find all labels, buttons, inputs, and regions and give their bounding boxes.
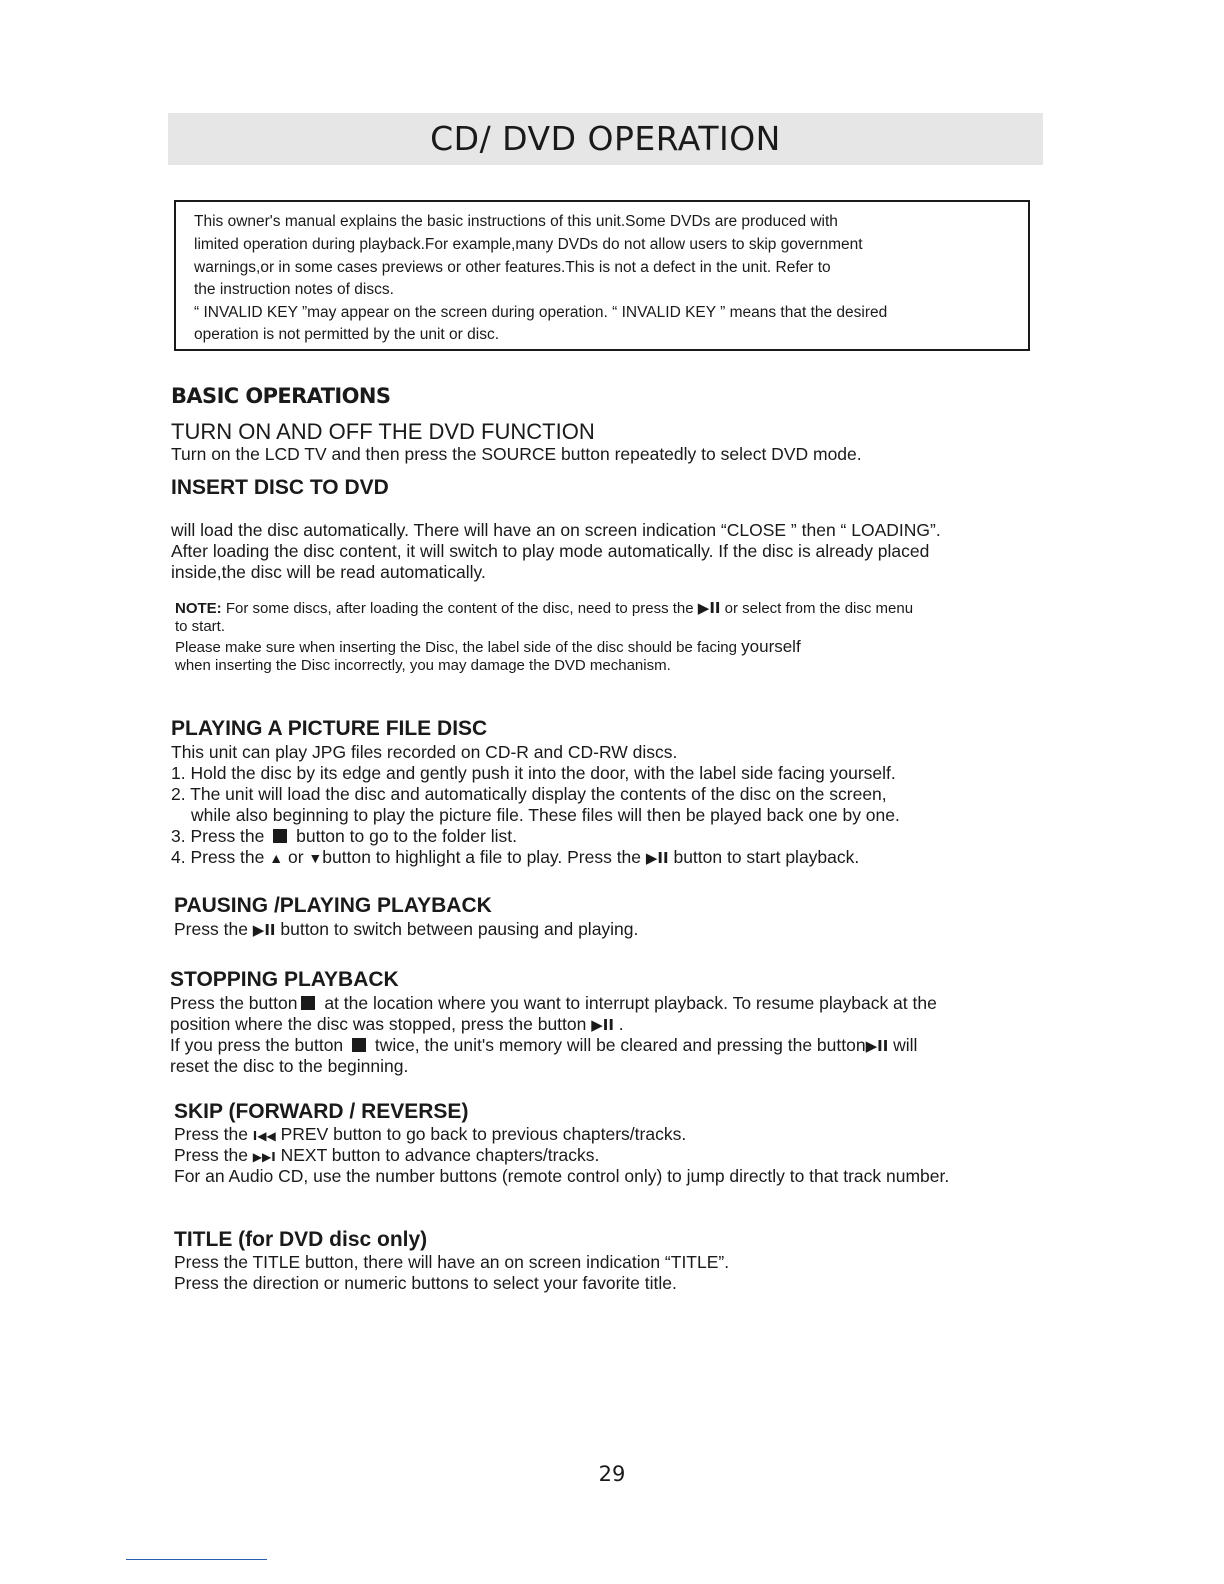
insert-disc-heading: INSERT DISC TO DVD	[171, 476, 389, 499]
pausing-text	[174, 919, 638, 941]
title-heading: TITLE (for DVD disc only)	[174, 1228, 428, 1251]
skip-text: PREV button to go back to previous chapters/tracks.	[275, 1124, 687, 1144]
picture-step-2-cont: while also beginning to play the picture file. These files will then be played back one by one.	[191, 805, 900, 825]
picture-step-1: 1. Hold the disc by its edge and gently push it into the door, with the label side facing yourself.	[171, 763, 896, 783]
stopping-text: position where the disc was stopped, press the button	[170, 1014, 592, 1034]
picture-step-4	[171, 847, 859, 869]
play-pause-icon: ▶II	[865, 1037, 889, 1055]
note-text: For some discs, after loading the content of the disc, need to press the	[221, 600, 698, 617]
turn-on-off-text: Turn on the LCD TV and then press the SOURCE button repeatedly to select DVD mode.	[171, 444, 862, 464]
note-line-3	[175, 637, 801, 658]
page-title: CD/ DVD OPERATION	[430, 119, 781, 158]
step-text: or	[283, 847, 309, 867]
skip-text: Press the	[174, 1124, 253, 1144]
pausing-heading: PAUSING /PLAYING PLAYBACK	[174, 894, 492, 917]
title-line-2: Press the direction or numeric buttons to select your favorite title.	[174, 1273, 677, 1293]
notice-line: limited operation during playback.For example,many DVDs do not allow users to skip government	[194, 236, 863, 253]
note-line-2: to start.	[175, 618, 226, 635]
skip-line-3: For an Audio CD, use the number buttons (remote control only) to jump directly to that track number.	[174, 1166, 950, 1186]
notice-box	[174, 200, 1030, 351]
play-pause-icon: ▶II	[697, 599, 721, 617]
skip-text: Press the	[174, 1145, 253, 1165]
note-text: Please make sure when inserting the Disc, the label side of the disc should be facing	[175, 639, 742, 656]
note-label: NOTE:	[175, 600, 222, 617]
skip-line-1	[174, 1124, 686, 1147]
play-pause-icon: ▶II	[252, 921, 276, 939]
step-text: 4. Press the	[171, 847, 270, 867]
stopping-text: at the location where you want to interrupt playback. To resume playback at the	[319, 993, 937, 1013]
play-pause-icon: ▶II	[645, 849, 669, 867]
title-line-1: Press the TITLE button, there will have an on screen indication “TITLE”.	[174, 1252, 730, 1272]
note-text-emphasis: yourself	[741, 637, 801, 656]
note-text: or select from the disc menu	[720, 600, 914, 617]
notice-line: “ INVALID KEY ”may appear on the screen during operation. “ INVALID KEY ” means that the desired	[194, 304, 888, 321]
stopping-line-1	[170, 993, 937, 1014]
picture-step-2: 2. The unit will load the disc and automatically display the contents of the disc on the screen,	[171, 784, 887, 804]
notice-line: the instruction notes of discs.	[194, 281, 394, 298]
pausing-text-part: button to switch between pausing and playing.	[275, 919, 639, 939]
stop-icon	[352, 1038, 366, 1052]
basic-operations-heading: BASIC OPERATIONS	[171, 384, 391, 408]
down-arrow-icon: ▼	[308, 850, 323, 866]
turn-on-off-heading: TURN ON AND OFF THE DVD FUNCTION	[171, 419, 595, 444]
notice-line: This owner's manual explains the basic instructions of this unit.Some DVDs are produced with	[194, 213, 838, 230]
stopping-line-3	[170, 1035, 917, 1057]
prev-icon: I◀◀	[252, 1129, 276, 1143]
insert-text-line: inside,the disc will be read automatically.	[171, 562, 486, 582]
stopping-text: Press the button	[170, 993, 298, 1013]
notice-line: warnings,or in some cases previews or other features.This is not a defect in the unit. Refer to	[194, 259, 831, 276]
skip-text: NEXT button to advance chapters/tracks.	[275, 1145, 600, 1165]
stopping-line-2	[170, 1014, 624, 1036]
notice-line: operation is not permitted by the unit or disc.	[194, 326, 499, 343]
skip-line-2	[174, 1145, 599, 1168]
note-line-4: when inserting the Disc incorrectly, you may damage the DVD mechanism.	[175, 657, 671, 674]
step-text: button to start playback.	[668, 847, 860, 867]
picture-intro: This unit can play JPG files recorded on CD-R and CD-RW discs.	[171, 742, 678, 762]
footer-rule	[126, 1559, 267, 1560]
up-arrow-icon: ▲	[269, 850, 284, 866]
step-text: button to highlight a file to play. Press the	[322, 847, 646, 867]
picture-disc-heading: PLAYING A PICTURE FILE DISC	[171, 717, 488, 740]
title-banner	[168, 113, 1043, 165]
page-number: 29	[598, 1462, 626, 1486]
step-text: 3. Press the	[171, 826, 270, 846]
insert-text-line: will load the disc automatically. There will have an on screen indication “CLOSE ” then “ LOADING”.	[171, 520, 941, 540]
play-pause-icon: ▶II	[591, 1016, 614, 1034]
note-line-1	[175, 598, 913, 619]
stopping-text: If you press the button	[170, 1035, 349, 1055]
stop-icon	[301, 996, 315, 1010]
stop-icon	[273, 829, 287, 843]
stopping-text: twice, the unit's memory will be cleared and pressing the button	[370, 1035, 866, 1055]
next-icon: ▶▶I	[252, 1150, 276, 1164]
stopping-text: will	[888, 1035, 918, 1055]
stopping-line-4: reset the disc to the beginning.	[170, 1056, 409, 1076]
insert-text-line: After loading the disc content, it will switch to play mode automatically. If the disc is already placed	[171, 541, 930, 561]
stopping-heading: STOPPING PLAYBACK	[170, 968, 399, 991]
step-text: button to go to the folder list.	[291, 826, 517, 846]
pausing-text-part: Press the	[174, 919, 253, 939]
picture-step-3	[171, 826, 517, 847]
skip-heading: SKIP (FORWARD / REVERSE)	[174, 1100, 469, 1123]
stopping-text: .	[613, 1014, 624, 1034]
